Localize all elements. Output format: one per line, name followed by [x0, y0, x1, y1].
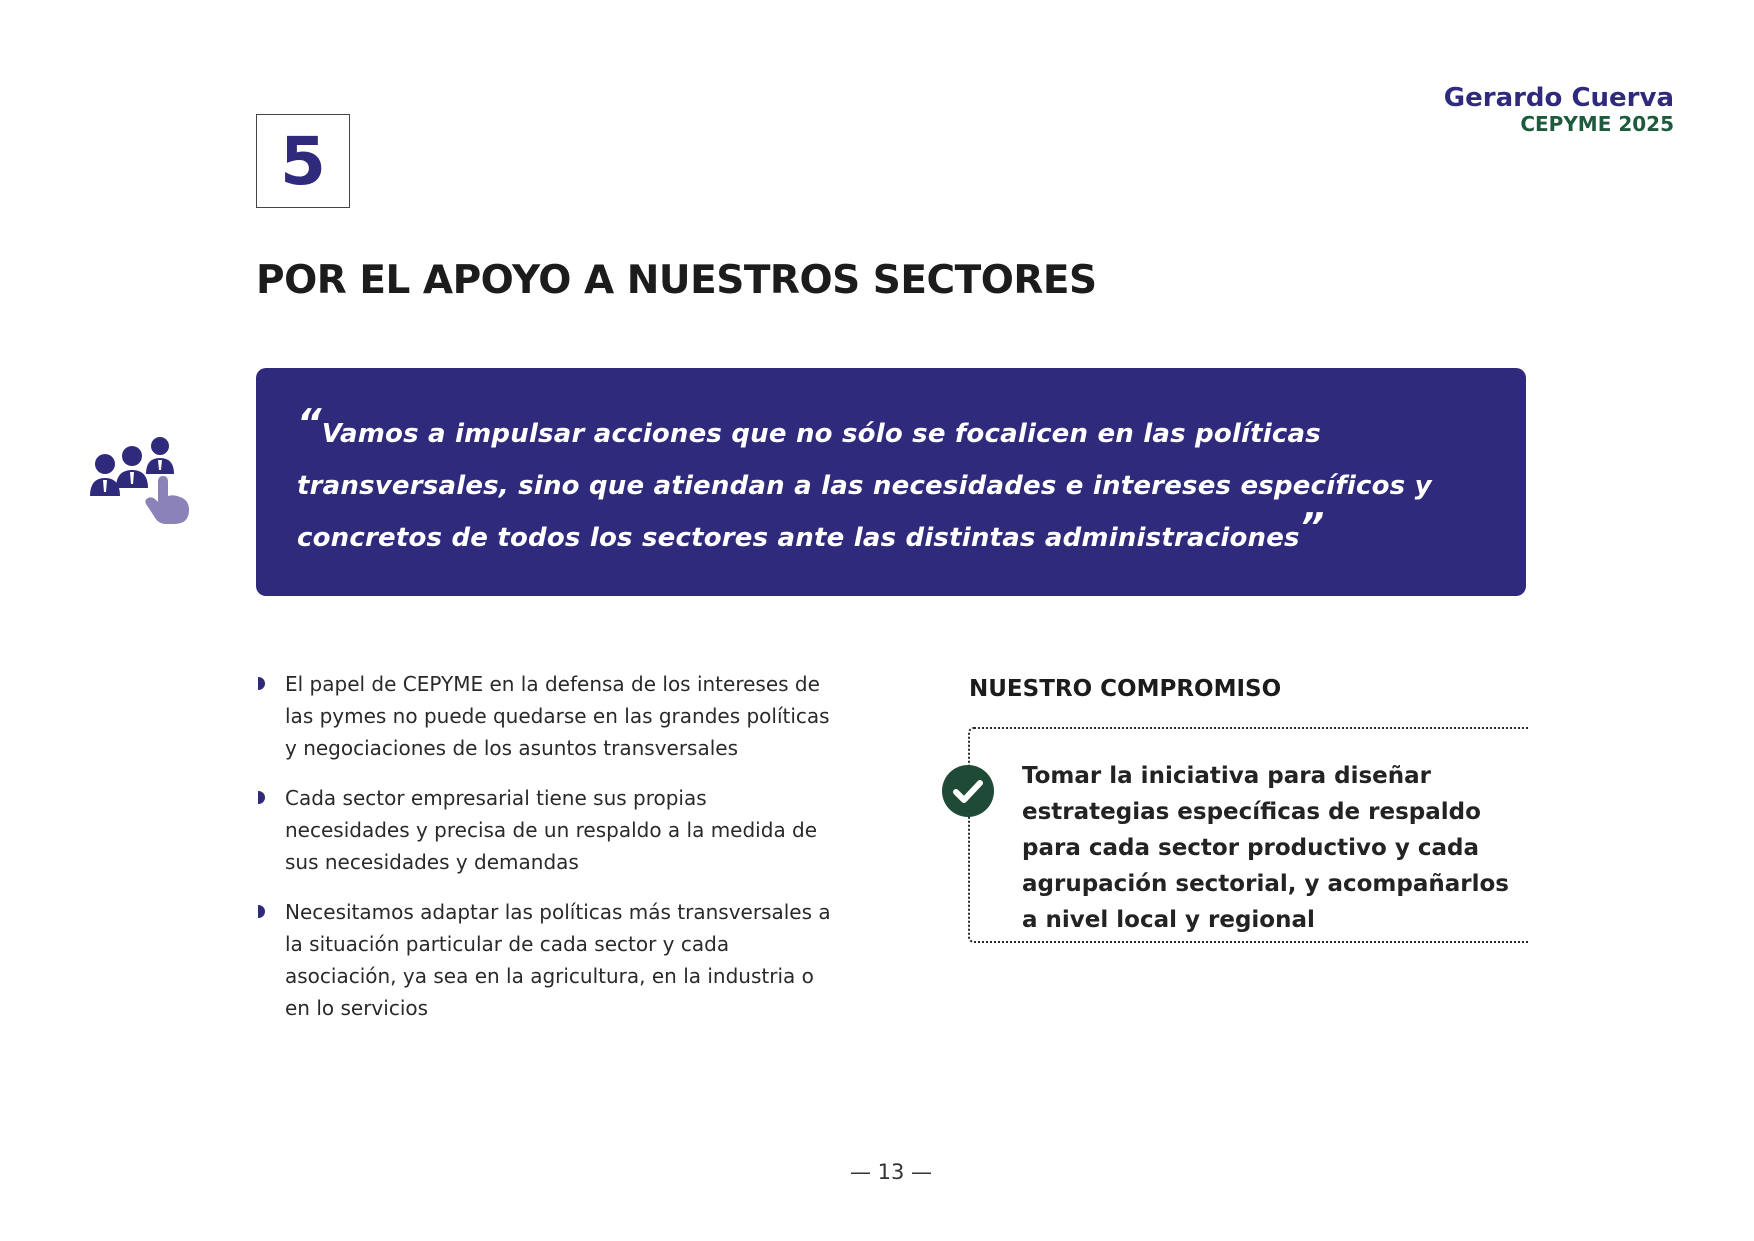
check-circle-icon	[941, 764, 995, 818]
quote-box	[256, 368, 1526, 596]
open-quote-mark: “	[297, 401, 322, 445]
page-title: POR EL APOYO A NUESTROS SECTORES	[256, 258, 1097, 303]
bullet-text: Necesitamos adaptar las políticas más transversales a la situación particular de cada sector y cada asociación, ya sea en la agricultura, en la industria o en lo servicios	[285, 900, 831, 1020]
quote	[297, 401, 1486, 564]
quote-text: Vamos a impulsar acciones que no sólo se focalicen en las políticas transversales, sino que atiendan a las necesidades e intereses específicos y concretos de todos los sectores ante las distintas administraciones	[297, 419, 1432, 553]
page-number: — 13 —	[849, 1160, 933, 1184]
bullet-text: El papel de CEPYME en la defensa de los intereses de las pymes no puede quedarse en las grandes políticas y negociaciones de los asuntos transversales	[285, 672, 830, 760]
brand-subtitle: CEPYME 2025	[1520, 111, 1674, 136]
bullet-list	[256, 668, 836, 1042]
bullet-marker-icon	[258, 905, 265, 918]
commitment-text: Tomar la iniciativa para diseñar estrategias específicas de respaldo para cada sector productivo y cada agrupación sectorial, y acompañarlos a nivel local y regional	[1022, 763, 1509, 933]
brand-header	[1444, 84, 1674, 135]
brand-name: Gerardo Cuerva	[1443, 83, 1674, 113]
list-item	[256, 668, 836, 764]
bullet-marker-icon	[258, 677, 265, 690]
list-item	[256, 782, 836, 878]
commitment-heading: NUESTRO COMPROMISO	[969, 676, 1282, 702]
list-item	[256, 896, 836, 1024]
close-quote-mark: ”	[1299, 505, 1325, 549]
section-number: 5	[256, 114, 350, 208]
bullet-marker-icon	[258, 791, 265, 804]
people-pointer-icon	[90, 434, 192, 524]
bullet-text: Cada sector empresarial tiene sus propias necesidades y precisa de un respaldo a la medida de sus necesidades y demandas	[285, 786, 818, 874]
